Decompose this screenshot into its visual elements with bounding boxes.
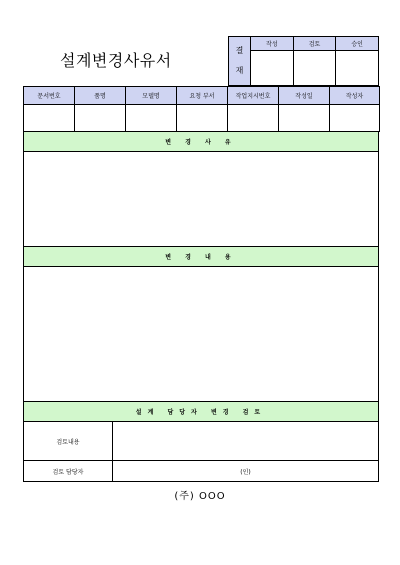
field-request-dept[interactable] — [177, 105, 228, 132]
header-work-order: 작업지시번호 — [228, 87, 279, 105]
approval-header-review: 검토 — [293, 37, 336, 51]
field-item-name[interactable] — [75, 105, 126, 132]
review-content-area[interactable] — [113, 422, 379, 461]
reviewer-seal-field[interactable]: (인) — [113, 461, 379, 482]
field-doc-number[interactable] — [24, 105, 75, 132]
approval-header-write: 작성 — [251, 37, 294, 51]
approval-header-approve: 승인 — [336, 37, 379, 51]
document-title: 설계변경사유서 — [60, 51, 172, 70]
header-doc-number: 문서번호 — [24, 87, 75, 105]
approval-signature-write[interactable] — [251, 51, 294, 86]
approval-side-label — [229, 37, 251, 86]
change-content-area[interactable] — [24, 267, 379, 402]
header-author: 작성자 — [330, 87, 380, 105]
section-change-reason: 변 경 사 유 — [24, 132, 379, 152]
approval-signature-approve[interactable] — [336, 51, 379, 86]
reviewer-label: 검토 담당자 — [24, 461, 113, 482]
field-date[interactable] — [279, 105, 330, 132]
field-model-name[interactable] — [126, 105, 177, 132]
approval-side-label-1: 결 — [235, 46, 244, 55]
header-item-name: 품명 — [75, 87, 126, 105]
header-request-dept: 요청 부서 — [177, 87, 228, 105]
header-date: 작성일 — [279, 87, 330, 105]
section-change-content: 변 경 내 용 — [24, 247, 379, 267]
field-author[interactable] — [330, 105, 380, 132]
approval-signature-review[interactable] — [293, 51, 336, 86]
approval-side-label-2: 재 — [235, 66, 244, 75]
section-designer-review: 설계 담당자 변경 검토 — [24, 402, 379, 422]
approval-table — [228, 36, 379, 86]
change-reason-area[interactable] — [24, 152, 379, 247]
company-footer: (주) OOO — [174, 491, 226, 502]
review-content-label: 검토내용 — [24, 422, 113, 461]
header-model-name: 모델명 — [126, 87, 177, 105]
main-table — [23, 131, 379, 482]
info-table — [23, 86, 380, 132]
field-work-order[interactable] — [228, 105, 279, 132]
